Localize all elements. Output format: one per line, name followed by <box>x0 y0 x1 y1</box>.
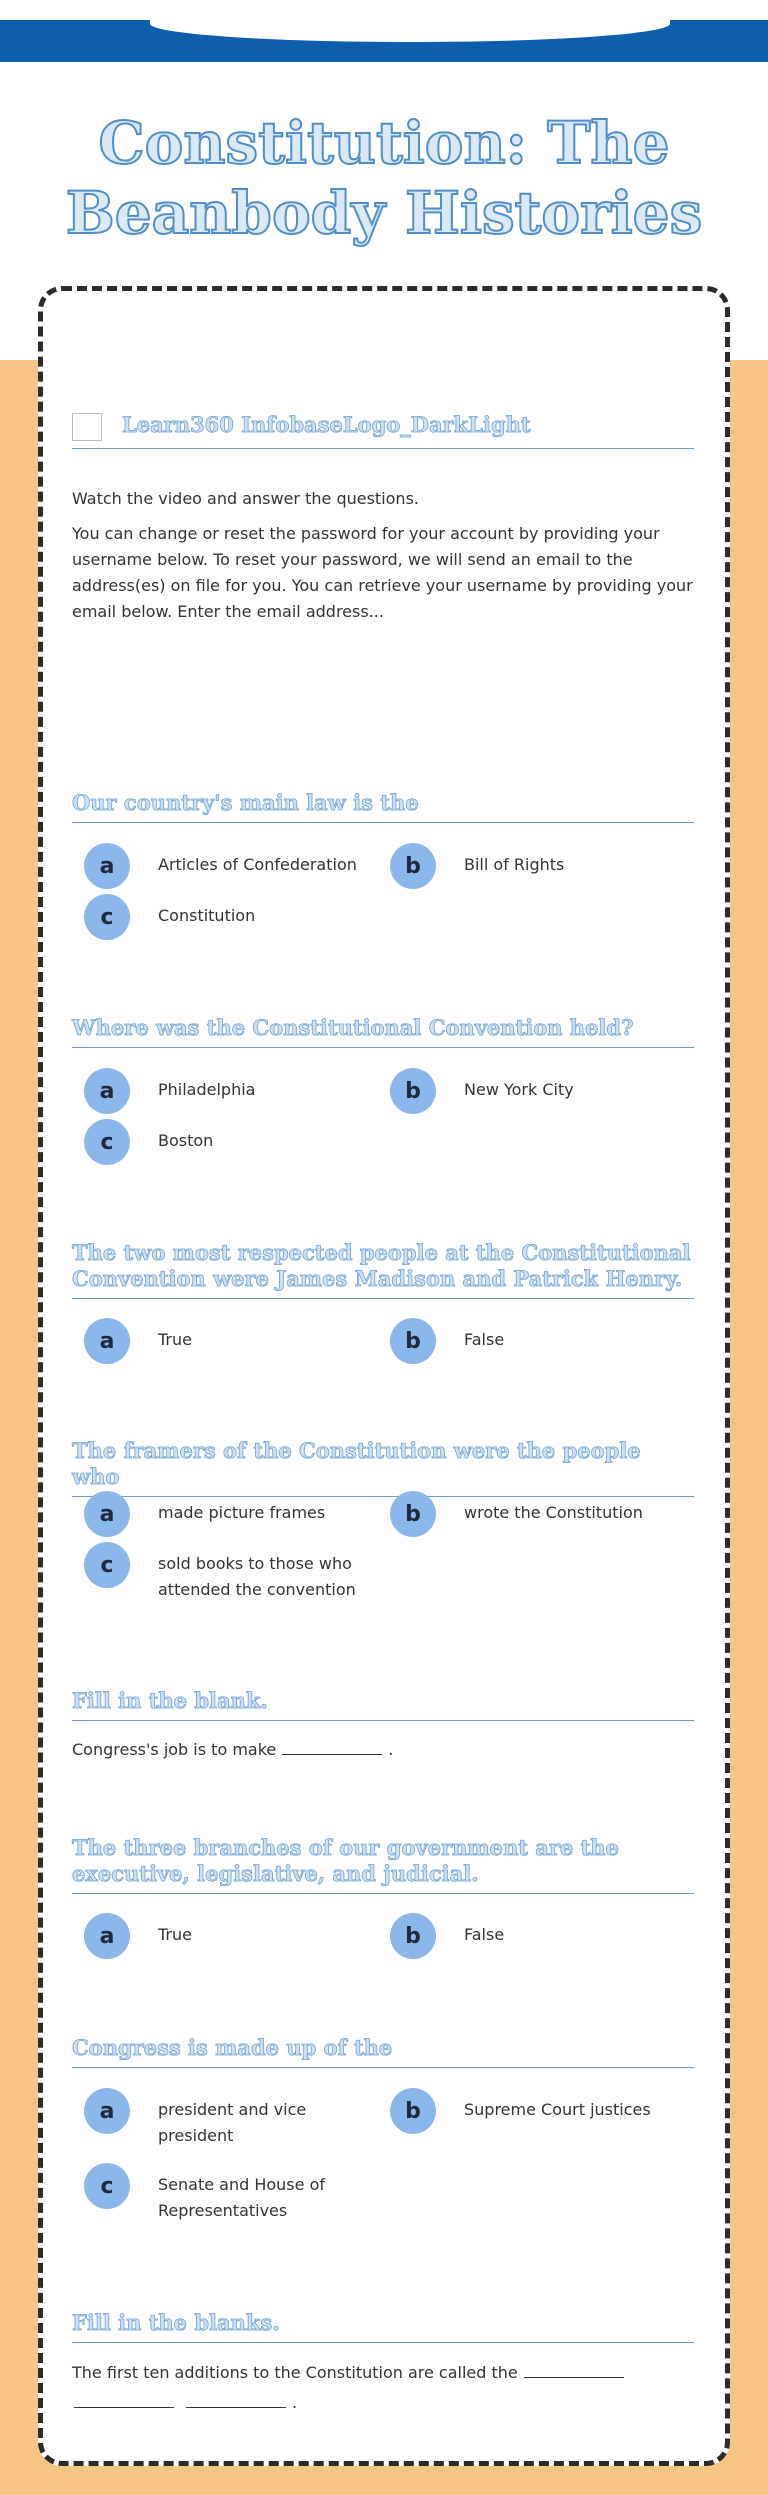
option-letter-badge: b <box>390 1913 436 1959</box>
question-heading: The three branches of our government are the executive, legislative, and judicial. <box>72 1835 619 1886</box>
divider <box>72 2067 694 2068</box>
divider <box>72 1720 694 1721</box>
sentence-text: Congress's job is to make <box>72 1740 277 1759</box>
divider <box>72 1893 694 1894</box>
option-a[interactable] <box>84 843 378 889</box>
option-label: made picture frames <box>158 1503 326 1522</box>
option-label: New York City <box>464 1080 574 1099</box>
option-label: True <box>158 1925 192 1944</box>
question-heading: Where was the Constitutional Convention held? <box>72 1015 634 1040</box>
option-letter-badge: b <box>390 1318 436 1364</box>
option-a[interactable] <box>84 1491 378 1537</box>
option-c[interactable] <box>84 1119 378 1165</box>
option-letter-badge: b <box>390 1068 436 1114</box>
option-letter-badge: c <box>84 1542 130 1588</box>
sentence-suffix: . <box>388 1740 394 1759</box>
option-letter-badge: a <box>84 1913 130 1959</box>
option-label: president and vice president <box>158 2100 307 2145</box>
page-title: Constitution: The Beanbody Histories <box>65 109 703 247</box>
option-letter-badge: a <box>84 843 130 889</box>
option-b[interactable] <box>390 2088 684 2134</box>
question-heading: Congress is made up of the <box>72 2035 393 2060</box>
option-label: Senate and House of Representatives <box>158 2175 325 2220</box>
option-letter-badge: b <box>390 843 436 889</box>
fill-in-sentence <box>72 1737 694 1763</box>
sentence-suffix: . <box>292 2393 298 2412</box>
option-letter-badge: b <box>390 2088 436 2134</box>
option-label: sold books to those who attended the convention <box>158 1554 356 1599</box>
option-label: Bill of Rights <box>464 855 565 874</box>
option-label: False <box>464 1925 505 1944</box>
option-label: wrote the Constitution <box>464 1503 643 1522</box>
question-heading: The two most respected people at the Constitutional Convention were James Madison and Patrick Henry. <box>72 1240 691 1291</box>
question-2 <box>72 1015 694 1048</box>
intro-paragraph: You can change or reset the password for your account by providing your username below. To reset your password, we will send an email to the address(es) on file for you. You can retrieve your username by providing your email below. Enter the email address... <box>72 524 693 621</box>
divider <box>72 448 694 449</box>
option-label: Supreme Court justices <box>464 2100 651 2119</box>
question-7 <box>72 2035 694 2068</box>
answer-blank-2[interactable] <box>74 2391 174 2408</box>
option-letter-badge: c <box>84 2163 130 2209</box>
option-b[interactable] <box>390 1068 684 1114</box>
question-1 <box>72 790 694 823</box>
question-6 <box>72 1835 694 1894</box>
option-b[interactable] <box>390 1913 684 1959</box>
option-label: Philadelphia <box>158 1080 256 1099</box>
divider <box>72 1298 694 1299</box>
divider <box>72 2342 694 2343</box>
question-heading: Fill in the blank. <box>72 1688 268 1713</box>
fill-in-sentence <box>72 2358 694 2418</box>
logo-alt-text: Learn360 InfobaseLogo_DarkLight <box>122 412 531 437</box>
divider <box>72 822 694 823</box>
option-c[interactable] <box>84 1542 378 1603</box>
option-label: Boston <box>158 1131 214 1150</box>
question-4 <box>72 1438 694 1497</box>
question-8 <box>72 2310 694 2343</box>
option-c[interactable] <box>84 894 378 940</box>
sentence-text: The first ten additions to the Constitution are called the <box>72 2363 518 2382</box>
option-b[interactable] <box>390 1491 684 1537</box>
question-3 <box>72 1240 694 1299</box>
logo-section <box>72 408 694 449</box>
answer-blank[interactable] <box>282 1738 382 1755</box>
question-heading: Our country's main law is the <box>72 790 419 815</box>
option-letter-badge: a <box>84 1068 130 1114</box>
option-a[interactable] <box>84 2088 348 2149</box>
option-letter-badge: c <box>84 1119 130 1165</box>
option-a[interactable] <box>84 1913 378 1959</box>
answer-blank-3[interactable] <box>186 2391 286 2408</box>
option-label: Constitution <box>158 906 256 925</box>
option-b[interactable] <box>390 843 684 889</box>
option-letter-badge: c <box>84 894 130 940</box>
answer-blank-1[interactable] <box>524 2361 624 2378</box>
option-label: Articles of Confederation <box>158 855 357 874</box>
option-letter-badge: b <box>390 1491 436 1537</box>
question-heading: The framers of the Constitution were the people who <box>72 1438 641 1489</box>
question-heading: Fill in the blanks. <box>72 2310 280 2335</box>
option-letter-badge: a <box>84 2088 130 2134</box>
option-c[interactable] <box>84 2163 348 2224</box>
instruction-text: Watch the video and answer the questions. <box>72 489 419 508</box>
option-label: True <box>158 1330 192 1349</box>
divider <box>72 1047 694 1048</box>
question-5 <box>72 1688 694 1721</box>
option-a[interactable] <box>84 1318 378 1364</box>
broken-image-icon <box>72 413 102 441</box>
option-a[interactable] <box>84 1068 378 1114</box>
option-letter-badge: a <box>84 1318 130 1364</box>
option-label: False <box>464 1330 505 1349</box>
option-b[interactable] <box>390 1318 684 1364</box>
option-letter-badge: a <box>84 1491 130 1537</box>
